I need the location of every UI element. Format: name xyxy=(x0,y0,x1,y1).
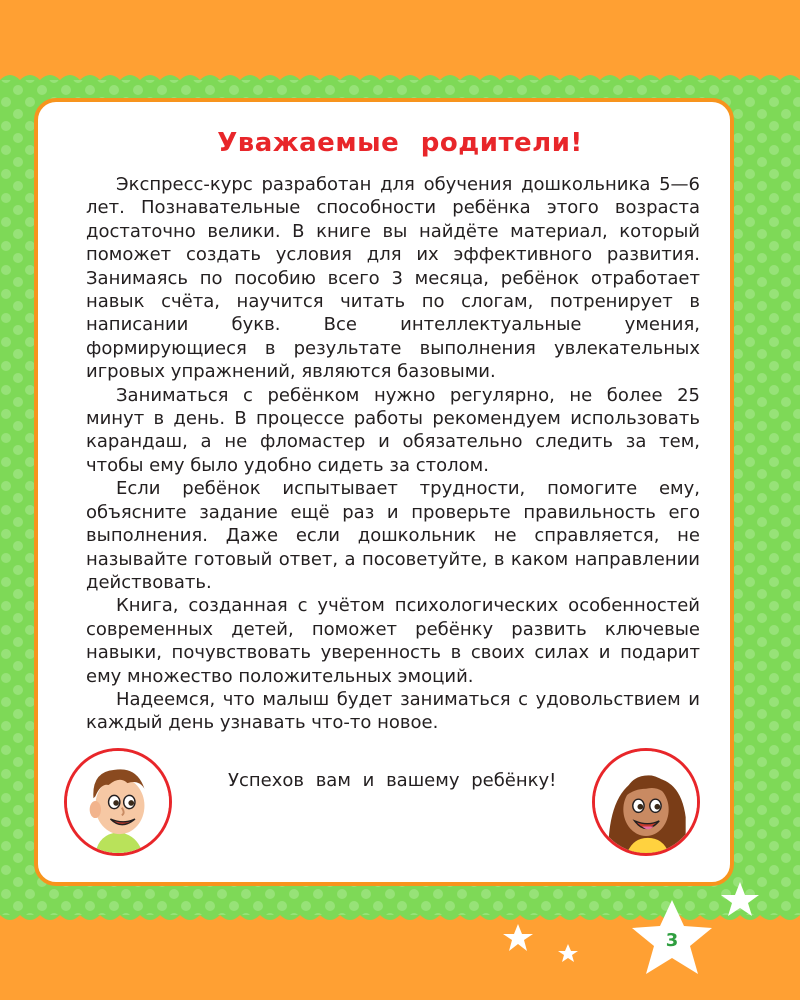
paragraph: Если ребёнок испытывает трудности, помогите ему, объясните задание ещё раз и проверьте правильность его выполнения. Даже если дошкольник не справляется, не называйте готовый ответ, а посоветуйте, в каком направлении действовать. xyxy=(86,478,700,593)
intro-text xyxy=(86,173,700,735)
page-title: Уважаемые родители! xyxy=(217,128,583,158)
page-number: 3 xyxy=(665,930,679,951)
girl-face-icon xyxy=(592,748,700,856)
closing-wish: Успехов вам и вашему ребёнку! xyxy=(228,770,557,791)
paragraph: Экспресс-курс разработан для обучения дошкольника 5—6 лет. Познавательные способности ребёнка этого возраста достаточно велики. В книге вы найдёте материал, который поможет создать условия для их эффективного развития. Занимаясь по пособию всего 3 месяца, ребёнок отработает навык счёта, научится читать по слогам, потренирует в написании букв. Все интеллектуальные умения, формирующиеся в результате выполнения увлекательных игровых упражнений, являются базовыми. xyxy=(86,174,700,383)
boy-face-icon xyxy=(64,748,172,856)
paragraph: Заниматься с ребёнком нужно регулярно, не более 25 минут в день. В процессе работы рекомендуем использовать карандаш, а не фломастер и обязательно следить за тем, чтобы ему было удобно сидеть за столом. xyxy=(86,384,700,476)
paragraph: Надеемся, что малыш будет заниматься с удовольствием и каждый день узнавать что-то новое. xyxy=(86,688,700,734)
paragraph: Книга, созданная с учётом психологических особенностей современных детей, поможет ребёнку развить ключевые навыки, почувствовать уверенность в своих силах и подарит ему множество положительных эмоций. xyxy=(86,595,700,687)
